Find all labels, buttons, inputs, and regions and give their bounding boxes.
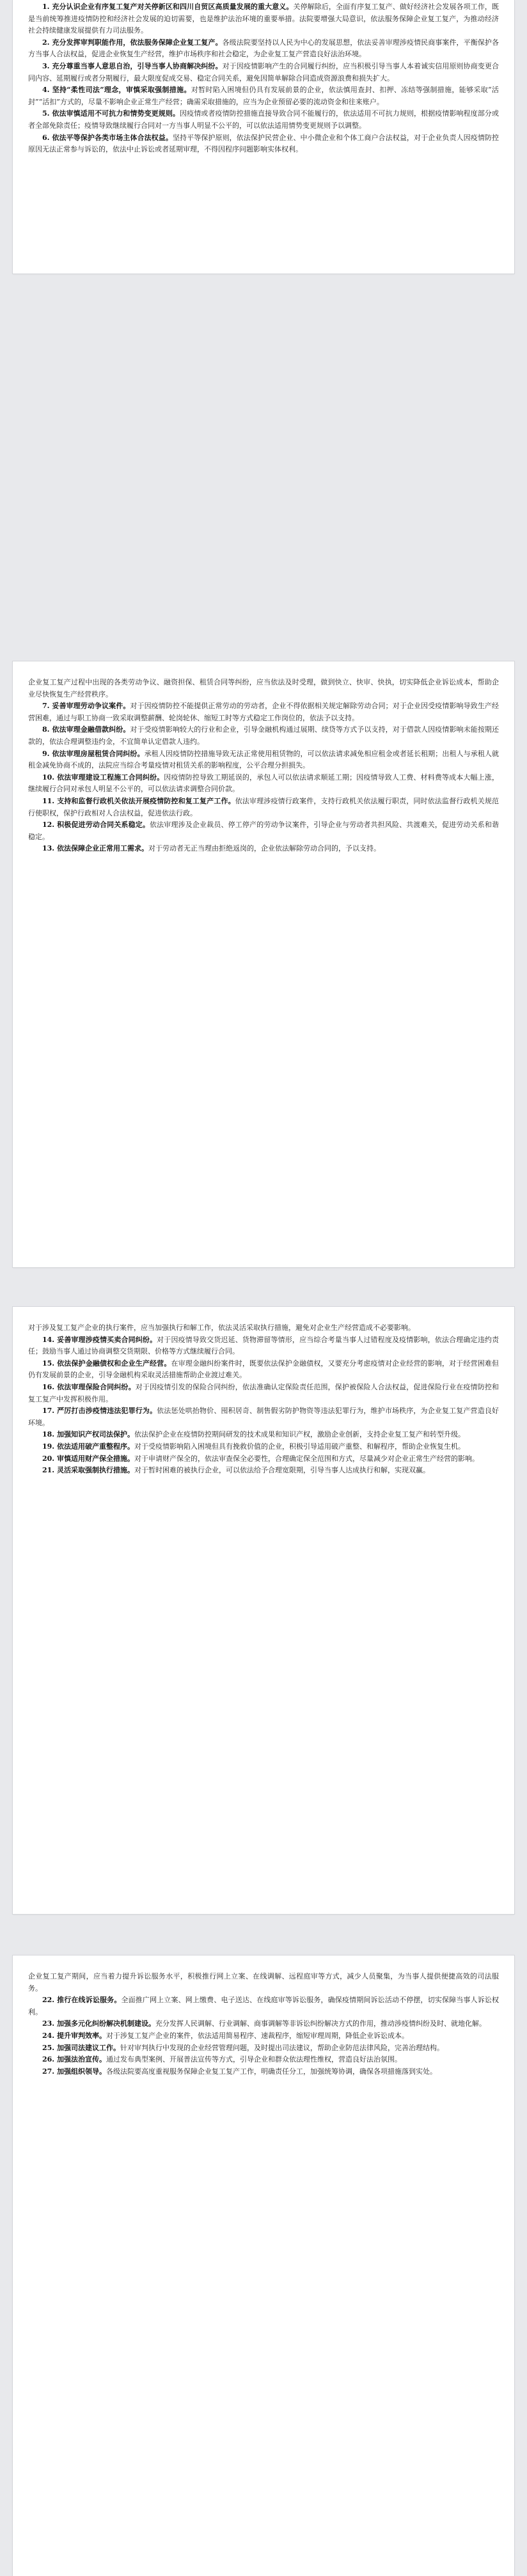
paragraph-text: 对于涉复工复产企业的案件，依法适用简易程序、速裁程序，缩短审理周期，降低企业诉讼成本。: [106, 2031, 409, 2040]
paragraph: [28, 2042, 499, 2055]
paragraph-heading: 2. 充分发挥审判职能作用，依法服务保障企业复工复产。: [42, 38, 223, 47]
paragraph-heading: 9. 依法审理房屋租赁合同纠纷。: [42, 749, 145, 758]
paragraph-heading: 13. 依法保障企业正常用工需求。: [42, 844, 148, 853]
paragraph: [28, 1971, 499, 1994]
paragraph: [28, 2030, 499, 2042]
paragraph-text: 对于暂时困难的被执行企业，可以依法给予合理宽限期，引导当事人达成执行和解，实现双赢。: [134, 1466, 430, 1475]
paragraph: [28, 2066, 499, 2078]
paragraph-text: 全面推广网上立案、网上缴费、电子送达、在线庭审等诉讼服务，确保疫情期间诉讼活动不停摆，切实保障当事人诉讼权利。: [28, 1996, 499, 2016]
paragraph-text: 企业复工复产过程中出现的各类劳动争议、融资担保、租赁合同等纠纷，应当依法及时受理，做到快立、快审、快执，切实降低企业诉讼成本，帮助企业尽快恢复生产经营秩序。: [28, 678, 499, 698]
paragraph-text: 对于因疫情影响产生的合同履行纠纷，应当积极引导当事人本着诚实信用原则协商变更合同内容、延期履行或者分期履行，最大限度促成交易、稳定合同关系，避免因简单解除合同造成资源浪费和损失扩大。: [28, 61, 499, 82]
paragraph-text: 对于因疫情导致交货迟延、货物滞留等情形，应当综合考量当事人过错程度及疫情影响，依法合理确定违约责任；鼓励当事人通过协商调整交货期限、价格等方式继续履行合同。: [28, 1335, 499, 1356]
paragraph-heading: 25. 加强司法建议工作。: [42, 2043, 120, 2052]
paragraph-text: 对于因疫情防控不能提供正常劳动的劳动者，企业不得依据相关规定解除劳动合同；对于企业因受疫情影响导致生产经营困难，通过与职工协商一致采取调整薪酬、轮岗轮休、缩短工时等方式稳定工作岗位的，依法予以支持。: [28, 702, 499, 722]
paragraph-text: 因疫情防控导致工期延误的，承包人可以依法请求顺延工期；因疫情导致人工费、材料费等成本大幅上涨，继续履行合同对承包人明显不公平的，可以依法请求调整合同价款。: [28, 773, 499, 794]
paragraph-text: 因疫情或者疫情防控措施直接导致合同不能履行的，依法适用不可抗力规则，根据疫情影响程度部分或者全部免除责任；疫情导致继续履行合同对一方当事人明显不公平的，可以依法适用情势变更规则予以调整。: [28, 109, 499, 130]
paragraph-heading: 10. 依法审理建设工程施工合同纠纷。: [42, 773, 164, 782]
paragraph: [28, 1405, 499, 1429]
paragraph-text: 承租人因疫情防控措施导致无法正常使用租赁物的，可以依法请求减免相应租金或者延长租期；出租人与承租人就租金减免协商不成的，法院应当综合考量疫情对租赁关系的影响程度，公平合理分担损失。: [28, 749, 499, 770]
paragraph-text: 企业复工复产期间，应当着力提升诉讼服务水平，积极推行网上立案、在线调解、远程庭审等方式，减少人员聚集，为当事人提供便捷高效的司法服务。: [28, 1972, 499, 1993]
paragraph-heading: 5. 依法审慎适用不可抗力和情势变更规则。: [42, 109, 180, 118]
paragraph: [28, 37, 499, 61]
paragraph-heading: 6. 依法平等保护各类市场主体合法权益。: [42, 133, 173, 142]
page-text-block: [13, 661, 514, 855]
paragraph: [28, 1429, 499, 1441]
paragraph: [28, 2054, 499, 2066]
paragraph: [28, 1441, 499, 1453]
paragraph-heading: 12. 积极促进劳动合同关系稳定。: [42, 821, 150, 829]
page-text-block: [13, 1955, 514, 2078]
document-page-1: [13, 0, 514, 274]
paragraph-text: 对于因疫情引发的保险合同纠纷，依法准确认定保险责任范围，保护被保险人合法权益，促进保险行业在疫情防控和复工复产中发挥积极作用。: [28, 1382, 499, 1403]
paragraph: [28, 796, 499, 819]
paragraph-text: 依法审理涉疫情行政案件，支持行政机关依法履行职责，同时依法监督行政机关规范行使职权，保护行政相对人合法权益，促进依法行政。: [28, 796, 499, 817]
paragraph-heading: 17. 严厉打击涉疫情违法犯罪行为。: [42, 1407, 157, 1415]
paragraph: [28, 132, 499, 156]
page-text-block: [13, 0, 514, 156]
paragraph-heading: 18. 加强知识产权司法保护。: [42, 1430, 134, 1439]
document-page-3: [13, 1307, 514, 1914]
paragraph: [28, 1994, 499, 2018]
paragraph-heading: 22. 推行在线诉讼服务。: [42, 1996, 122, 2005]
paragraph-heading: 4. 坚持“柔性司法”理念，审慎采取强制措施。: [42, 86, 191, 95]
paragraph-text: 依法保护企业在疫情防控期间研发的技术成果和知识产权，激励企业创新，支持企业复工复产和转型升级。: [134, 1430, 465, 1439]
paragraph-text: 在审理金融纠纷案件时，既要依法保护金融债权，又要充分考虑疫情对企业经营的影响，对于经营困难但仍有发展前景的企业，引导金融机构采取灵活措施帮助企业渡过难关。: [28, 1359, 499, 1380]
paragraph: [28, 677, 499, 700]
paragraph-text: 各级法院要高度重视服务保障企业复工复产工作，明确责任分工，加强统筹协调，确保各项措施落到实处。: [106, 2067, 437, 2076]
paragraph-heading: 11. 支持和监督行政机关依法开展疫情防控和复工复产工作。: [42, 796, 235, 805]
paragraph-heading: 21. 灵活采取强制执行措施。: [42, 1466, 134, 1475]
paragraph: [28, 1453, 499, 1465]
paragraph-heading: 1. 充分认识企业有序复工复产对关停新区和四川自贸区高质量发展的重大意义。: [42, 3, 294, 11]
paragraph: [28, 748, 499, 772]
paragraph-heading: 24. 提升审判效率。: [42, 2031, 106, 2040]
paragraph-text: 对于受疫情影响陷入困境但具有挽救价值的企业，积极引导适用破产重整、和解程序，帮助企业恢复生机。: [134, 1442, 465, 1451]
paragraph-heading: 27. 加强组织领导。: [42, 2067, 106, 2076]
paragraph: [28, 61, 499, 84]
paragraph: [28, 1465, 499, 1477]
paragraph-text: 依法审理涉及企业裁员、停工停产的劳动争议案件，引导企业与劳动者共担风险、共渡难关，促进劳动关系和谐稳定。: [28, 821, 499, 841]
paragraph-heading: 15. 依法保护金融债权和企业生产经营。: [42, 1359, 171, 1368]
paragraph: [28, 1334, 499, 1358]
paragraph-text: 对于申请财产保全的，依法审查保全必要性，合理确定保全范围和方式，尽量减少对企业正常生产经营的影响。: [134, 1454, 479, 1463]
page-text-block: [13, 1307, 514, 1477]
paragraph-text: 对于劳动者无正当理由拒绝返岗的，企业依法解除劳动合同的，予以支持。: [148, 844, 381, 853]
paragraph-text: 通过发布典型案例、开展普法宣传等方式，引导企业和群众依法理性维权，营造良好法治氛围。: [106, 2055, 402, 2064]
paragraph: [28, 1358, 499, 1382]
paragraph-heading: 23. 加强多元化纠纷解决机制建设。: [42, 2019, 155, 2028]
paragraph: [28, 108, 499, 132]
paragraph-heading: 14. 妥善审理涉疫情买卖合同纠纷。: [42, 1335, 157, 1344]
paragraph: [28, 700, 499, 724]
paragraph-text: 坚持平等保护原则，依法保护民营企业、中小微企业和个体工商户合法权益，对于企业负责人因疫情防控原因无法正常参与诉讼的，依法中止诉讼或者延期审理，不得因程序问题影响实体权利。: [28, 133, 499, 154]
paragraph: [28, 1322, 499, 1334]
document-page-4: [13, 1955, 514, 2576]
paragraph-text: 充分发挥人民调解、行业调解、商事调解等非诉讼纠纷解决方式的作用，推动涉疫情纠纷及时、就地化解。: [155, 2019, 486, 2028]
paragraph: [28, 724, 499, 748]
paragraph: [28, 1, 499, 37]
paragraph: [28, 819, 499, 843]
paragraph: [28, 2018, 499, 2030]
paragraph-heading: 8. 依法审理金融借款纠纷。: [42, 725, 130, 734]
paragraph: [28, 843, 499, 855]
paragraph-heading: 7. 妥善审理劳动争议案件。: [42, 702, 130, 711]
paragraph-heading: 19. 依法适用破产重整程序。: [42, 1442, 134, 1451]
paragraph-text: 各级法院要坚持以人民为中心的发展思想，依法妥善审理涉疫情民商事案件，平衡保护各方当事人合法权益，促进企业恢复生产经营，维护市场秩序和社会稳定，为企业复工复产营造良好法治环境。: [28, 38, 499, 59]
paragraph-heading: 16. 依法审理保险合同纠纷。: [42, 1382, 136, 1391]
paragraph: [28, 84, 499, 108]
paragraph-text: 对暂时陷入困境但仍具有发展前景的企业，依法慎用查封、扣押、冻结等强制措施，能够采取“活封”“活扣”方式的，尽量不影响企业正常生产经营；确需采取措施的，应当为企业预留必要的流动资金和往来账户。: [28, 86, 499, 106]
paragraph-heading: 26. 加强法治宣传。: [42, 2055, 106, 2064]
document-page-2: [13, 661, 514, 1267]
paragraph-heading: 20. 审慎适用财产保全措施。: [42, 1454, 134, 1463]
paragraph: [28, 772, 499, 796]
paragraph-text: 依法惩处哄抬物价、囤积居奇、制售假劣防护物资等违法犯罪行为，维护市场秩序，为企业复工复产营造良好环境。: [28, 1407, 499, 1427]
paragraph-text: 对于涉及复工复产企业的执行案件，应当加强执行和解工作，依法灵活采取执行措施，避免对企业生产经营造成不必要影响。: [28, 1323, 415, 1332]
paragraph-text: 关停解除后，全面有序复工复产、做好经济社会发展各项工作，既是当前统筹推进疫情防控和经济社会发展的迫切需要，也是维护法治环境的重要举措。法院要增强大局意识，依法服务保障企业复工复产，为推动经济社会持续健康发展提供有力司法服务。: [28, 3, 499, 35]
paragraph: [28, 1382, 499, 1405]
paragraph-text: 对于受疫情影响较大的行业和企业，引导金融机构通过展期、续贷等方式予以支持，对于借款人因疫情影响未能按期还款的，依法合理调整违约金，不宜简单认定借款人违约。: [28, 725, 499, 746]
paragraph-text: 针对审判执行中发现的企业经营管理问题，及时提出司法建议，帮助企业防范法律风险，完善治理结构。: [120, 2043, 444, 2052]
paragraph-heading: 3. 充分尊重当事人意思自治，引导当事人协商解决纠纷。: [42, 61, 223, 70]
